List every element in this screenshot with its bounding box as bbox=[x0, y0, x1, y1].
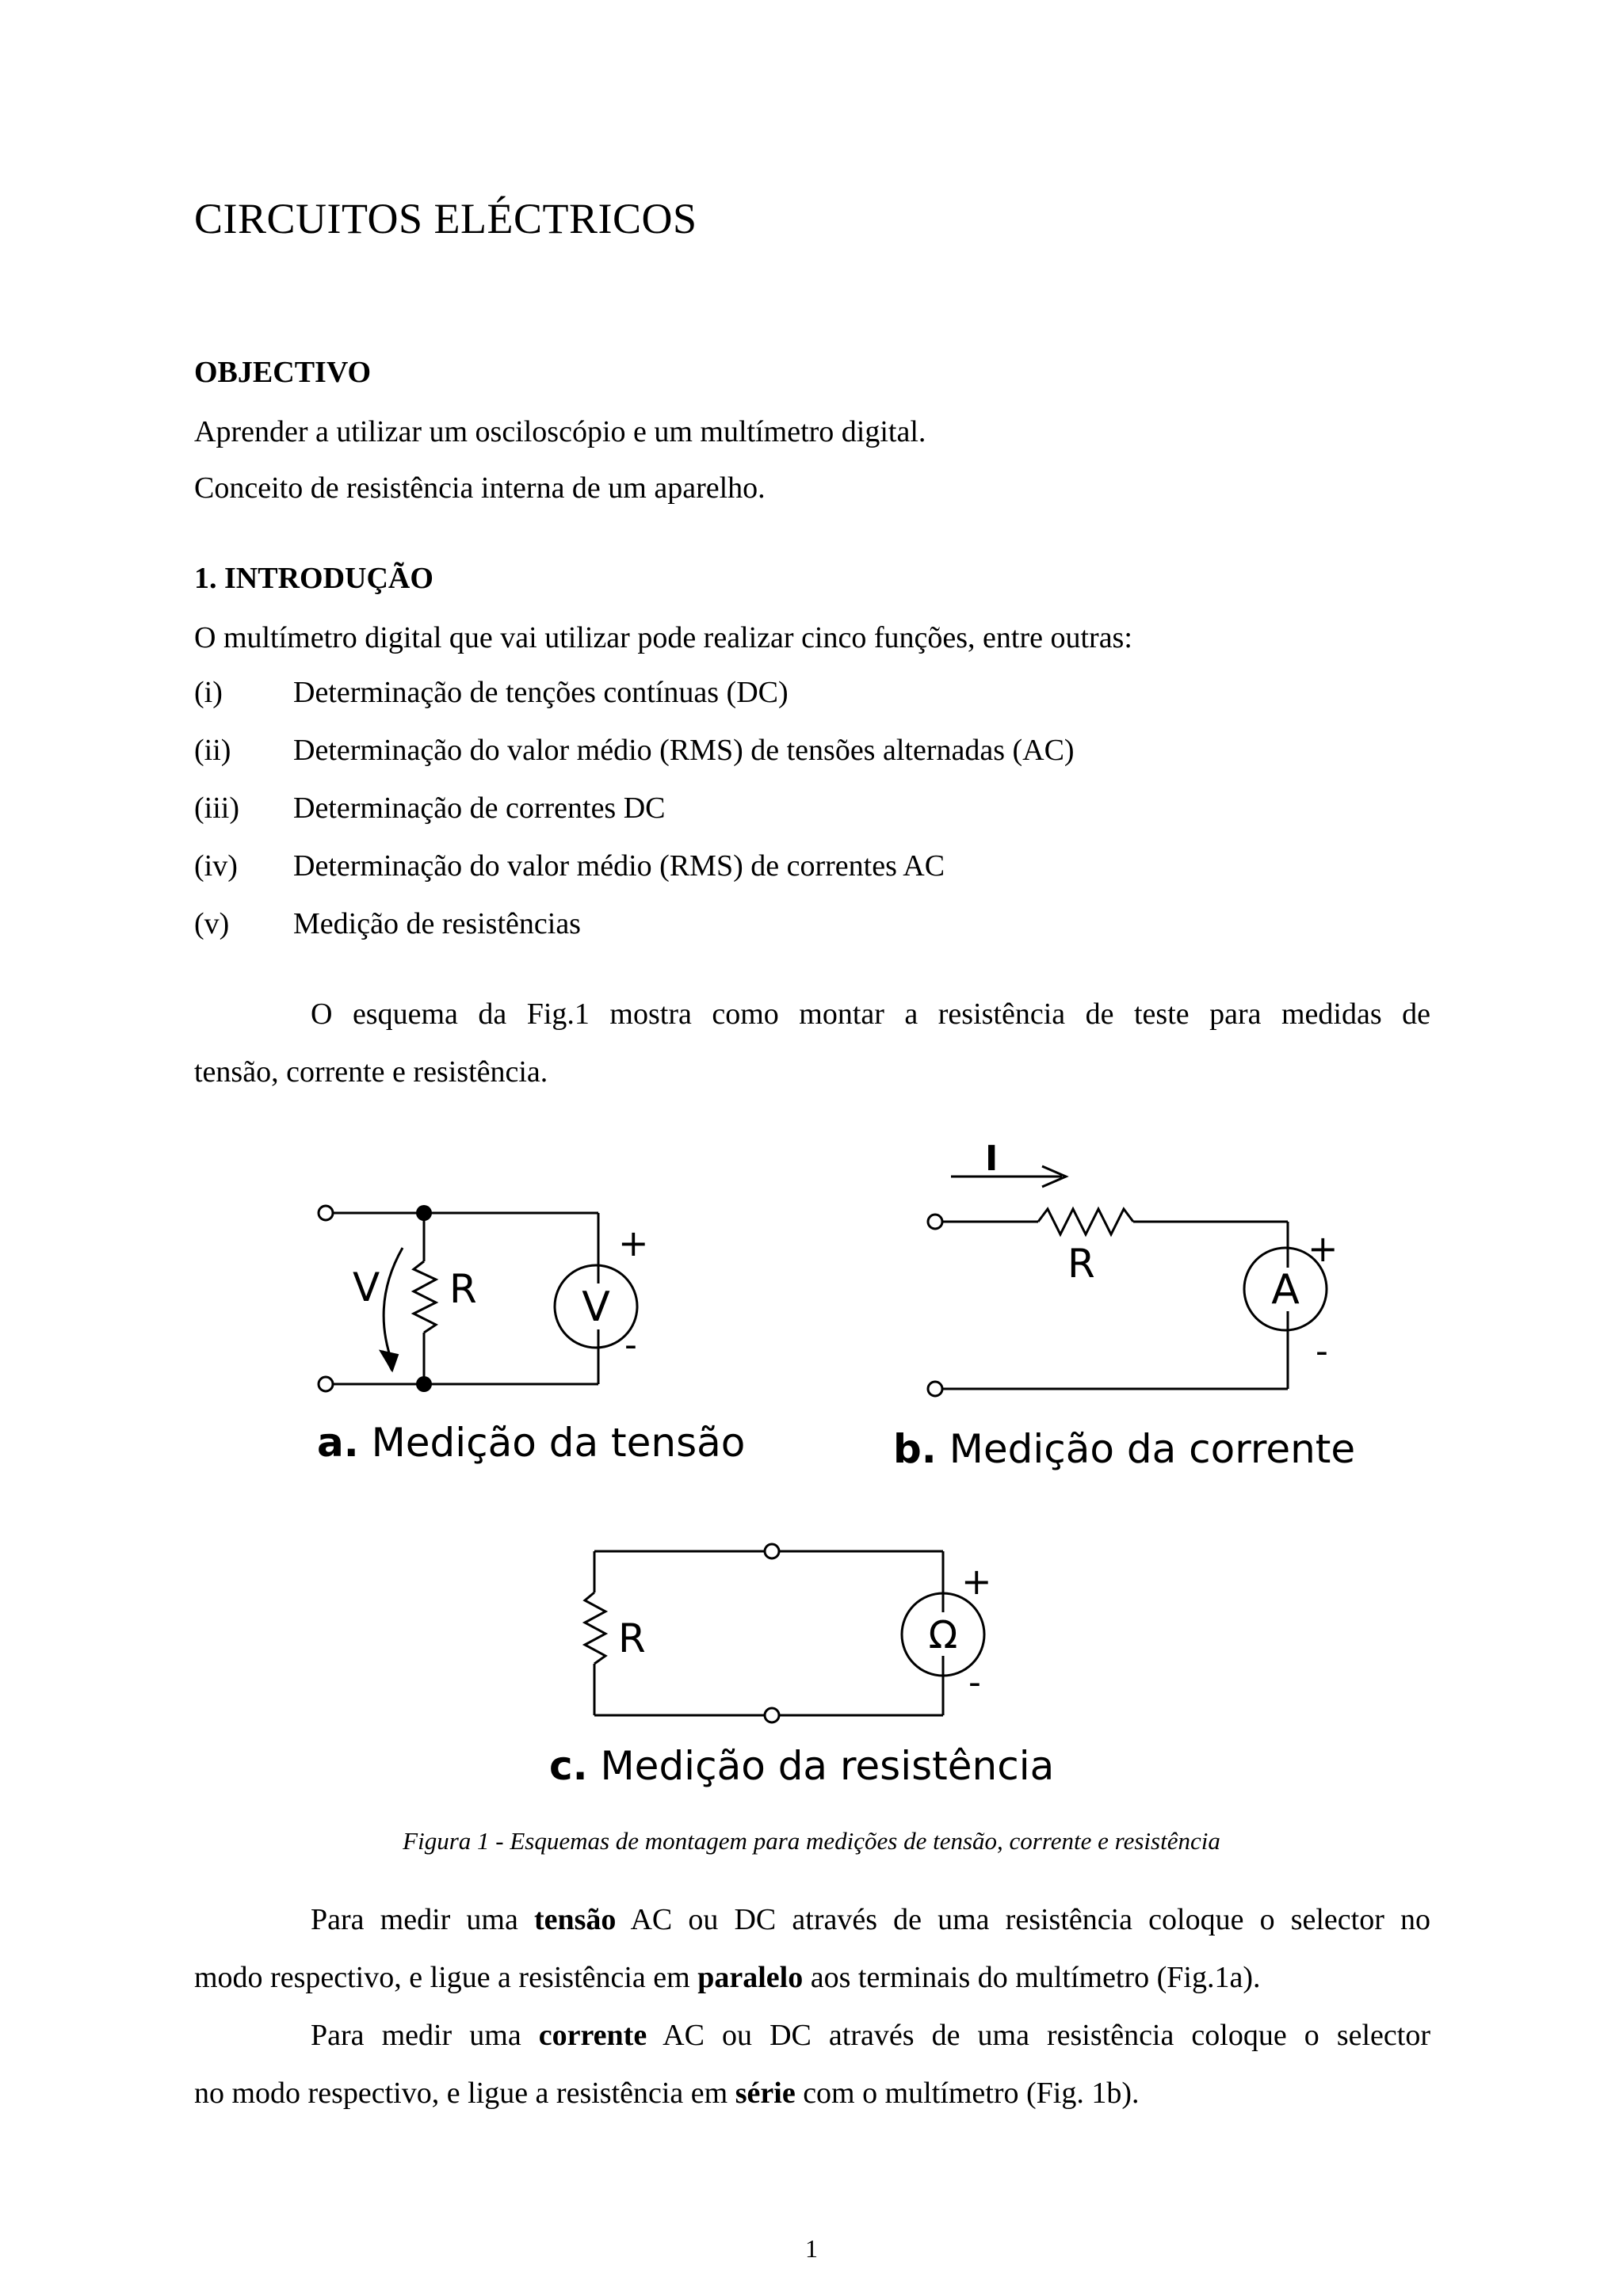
figure-c-label bbox=[549, 1743, 1054, 1789]
resistor-c bbox=[585, 1592, 605, 1664]
minus-sign: - bbox=[624, 1325, 637, 1365]
resistor-a-label: R bbox=[449, 1266, 477, 1312]
list-item-number: (v) bbox=[194, 907, 230, 940]
voltage-label: V bbox=[353, 1264, 380, 1310]
objective-line-1: Aprender a utilizar um osciloscópio e um multímetro digital. bbox=[194, 415, 926, 448]
resistor-b bbox=[1038, 1209, 1133, 1234]
text-run: AC ou DC através de uma resistência coloque o selector no bbox=[616, 1903, 1430, 1936]
terminal-b-top bbox=[928, 1215, 942, 1229]
circuit-current bbox=[928, 1166, 1327, 1396]
figure-caption: Figura 1 - Esquemas de montagem para medições de tensão, corrente e resistência bbox=[403, 1827, 1220, 1855]
list-item-number: (i) bbox=[194, 676, 223, 709]
list-item-number: (iii) bbox=[194, 791, 239, 825]
bold-term: paralelo bbox=[697, 1961, 804, 1994]
list-item-text: Medição de resistências bbox=[293, 907, 581, 940]
current-paragraph-line-1 bbox=[194, 2017, 1430, 2054]
list-item-text: Determinação do valor médio (RMS) de correntes AC bbox=[293, 849, 945, 883]
list-item-text: Determinação de tenções contínuas (DC) bbox=[293, 676, 789, 709]
plus-sign: + bbox=[1308, 1227, 1338, 1270]
junction-dot bbox=[416, 1376, 432, 1392]
text-run: aos terminais do multímetro (Fig.1a). bbox=[803, 1961, 1261, 1994]
text-run: no modo respectivo, e ligue a resistência em bbox=[194, 2077, 735, 2110]
bold-term: tensão bbox=[533, 1903, 617, 1936]
figure-b-text: Medição da corrente bbox=[949, 1426, 1356, 1472]
ohmmeter-symbol: Ω bbox=[928, 1613, 958, 1657]
plus-sign: + bbox=[961, 1560, 992, 1603]
figure-a-letter: a. bbox=[317, 1420, 359, 1466]
figure-b-label bbox=[893, 1426, 1355, 1472]
figure-intro-line-1: O esquema da Fig.1 mostra como montar a resistência de teste para medidas de bbox=[311, 997, 1430, 1031]
terminal-b-bottom bbox=[928, 1382, 942, 1396]
list-item-text: Determinação do valor médio (RMS) de tensões alternadas (AC) bbox=[293, 734, 1075, 767]
terminal-c-top bbox=[765, 1544, 779, 1558]
bold-term: série bbox=[735, 2077, 796, 2110]
minus-sign: - bbox=[1316, 1331, 1328, 1371]
voltage-paragraph-line-1 bbox=[194, 1901, 1430, 1938]
text-run: com o multímetro (Fig. 1b). bbox=[795, 2077, 1140, 2110]
voltage-arrow bbox=[384, 1248, 403, 1363]
plus-sign: + bbox=[618, 1222, 649, 1264]
current-paragraph-line-2 bbox=[194, 2075, 1139, 2111]
list-item-text: Determinação de correntes DC bbox=[293, 791, 666, 825]
ammeter-symbol: A bbox=[1271, 1266, 1300, 1314]
document-title: CIRCUITOS ELÉCTRICOS bbox=[194, 195, 697, 242]
page-number: 1 bbox=[805, 2234, 818, 2263]
text-run: Para medir uma bbox=[311, 1903, 534, 1936]
figure-b-letter: b. bbox=[893, 1426, 937, 1472]
figure-a-text: Medição da tensão bbox=[371, 1420, 746, 1466]
figure-c-text: Medição da resistência bbox=[600, 1743, 1055, 1789]
objective-line-2: Conceito de resistência interna de um aparelho. bbox=[194, 471, 766, 505]
text-run: AC ou DC através de uma resistência coloque o selector bbox=[647, 2019, 1430, 2052]
terminal-a-bottom bbox=[319, 1377, 333, 1391]
text-run: modo respectivo, e ligue a resistência em bbox=[194, 1961, 698, 1994]
objective-heading: OBJECTIVO bbox=[194, 356, 372, 389]
figure-intro-line-2: tensão, corrente e resistência. bbox=[194, 1055, 548, 1089]
intro-lead: O multímetro digital que vai utilizar pode realizar cinco funções, entre outras: bbox=[194, 621, 1132, 654]
current-label: I bbox=[985, 1138, 999, 1179]
resistor-c-label: R bbox=[618, 1615, 646, 1661]
text-run: Para medir uma bbox=[311, 2019, 539, 2052]
voltage-paragraph-line-2 bbox=[194, 1959, 1261, 1996]
list-item-number: (ii) bbox=[194, 734, 231, 767]
figure-c-letter: c. bbox=[549, 1743, 588, 1789]
list-item-number: (iv) bbox=[194, 849, 238, 883]
intro-heading: 1. INTRODUÇÃO bbox=[194, 562, 433, 595]
terminal-a-top bbox=[319, 1206, 333, 1220]
bold-term: corrente bbox=[538, 2019, 647, 2052]
figure-1 bbox=[0, 1125, 1623, 1814]
voltmeter-symbol: V bbox=[582, 1283, 610, 1331]
junction-dot bbox=[416, 1205, 432, 1221]
figure-a-label bbox=[317, 1420, 745, 1466]
terminal-c-bottom bbox=[765, 1708, 779, 1722]
resistor-b-label: R bbox=[1067, 1241, 1095, 1287]
minus-sign: - bbox=[968, 1662, 981, 1703]
